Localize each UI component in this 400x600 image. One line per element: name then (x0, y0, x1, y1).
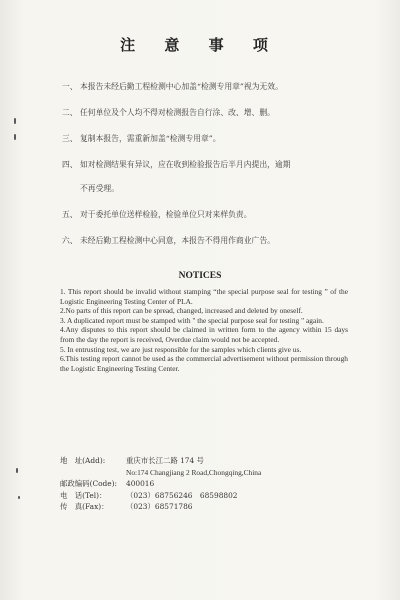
address-row (60, 455, 360, 467)
item-number: 一、 (62, 82, 78, 91)
english-notice-item: 3. A duplicated report must be stamped with " the special purpose seal for testing " again. (60, 315, 324, 325)
postcode-label: 邮政编码(Code): (60, 479, 118, 488)
item-number: 三、 (62, 134, 78, 143)
item-text-continued: 不再受理。 (80, 184, 119, 193)
address-chinese: 重庆市长江二路 174 号 (126, 456, 204, 465)
tel-label: 电 话(Tel)： (60, 490, 107, 500)
item-number: 二、 (62, 108, 78, 117)
address-english: No:174 Changjiang 2 Road,Chongqing,China (126, 467, 262, 477)
english-title: NOTICES (178, 271, 222, 281)
chinese-notice-list (62, 82, 362, 262)
address-label: 地 址(Add): (60, 456, 106, 465)
margin-mark (14, 134, 16, 140)
chinese-notice-item (62, 108, 362, 118)
item-number: 六、 (62, 236, 78, 245)
item-text: 复制本报告，需重新加盖“检测专用章”。 (80, 134, 221, 143)
chinese-notice-item (62, 210, 362, 220)
item-number: 四、 (62, 160, 78, 169)
margin-mark (14, 118, 16, 124)
chinese-title: 注 意 事 项 (120, 36, 280, 54)
english-notice-item: 4.Any disputes to this report should be claimed in written form to the agency within 15 days from the day the report is received, Overdue claim would not be accepted. (60, 325, 348, 344)
chinese-notice-item (62, 236, 362, 246)
tel-row (60, 490, 360, 502)
margin-mark (16, 468, 18, 473)
item-text: 任何单位及个人均不得对检测报告自行涂、改、增、删。 (80, 108, 275, 117)
item-text-block (80, 160, 362, 194)
english-notice-item: 1. This report should be invalid without stamping “the special purpose seal for testing ” of the Logistic Engineering Testing Center of PLA. (60, 287, 348, 306)
english-notice-item: 5. In entrusting test, we are just responsible for the samples which clients give us. (60, 344, 302, 354)
contact-block (60, 455, 360, 513)
english-notice-item: 6.This testing report cannot be used as the commercial advertisement without permission through the Logistic Engineering Testing Center. (60, 354, 348, 373)
postcode-value: 400016 (126, 479, 155, 488)
fax-label: 传 真(Fax)： (60, 502, 109, 511)
item-text: 对于委托单位送样检验，检验单位只对来样负责。 (80, 210, 252, 219)
tel-value: （023）68756246 68598802 (126, 490, 238, 500)
item-number: 五、 (62, 210, 78, 219)
postcode-row (60, 478, 360, 490)
item-text: 本报告未经后勤工程检测中心加盖“检测专用章”视为无效。 (80, 82, 283, 91)
english-notice-item: 2.No parts of this report can be spread, changed, increased and deleted by oneself. (60, 306, 303, 316)
chinese-notice-item (62, 82, 362, 92)
chinese-notice-item (62, 134, 362, 144)
fax-value: （023）68571786 (126, 502, 193, 511)
margin-mark (18, 496, 20, 499)
fax-row (60, 501, 360, 513)
chinese-notice-item (62, 160, 362, 194)
english-notice-list (60, 287, 348, 373)
item-text: 如对检测结果有异议，应在收到检验报告后半月内提出，逾期 (80, 160, 291, 169)
item-text: 未经后勤工程检测中心同意，本报告不得用作商业广告。 (80, 236, 275, 245)
